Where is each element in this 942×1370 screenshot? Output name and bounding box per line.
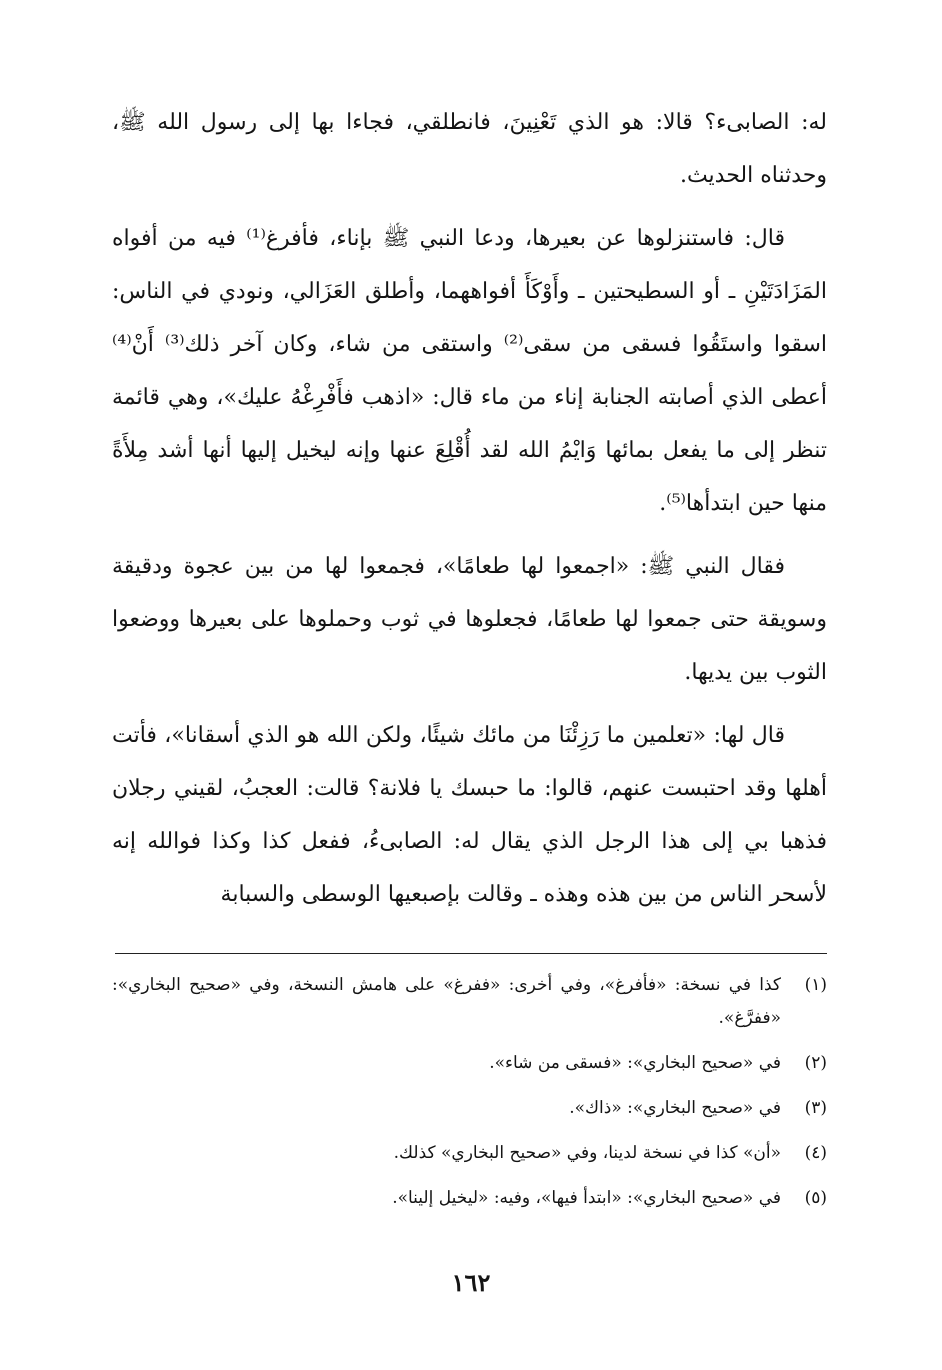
footnote-number: (٣) [804, 1098, 827, 1118]
footnote-3 [112, 1092, 827, 1125]
footnote-number: (١) [804, 975, 827, 995]
paragraph-3: فقال النبي ﷺ: «اجمعوا لها طعامًا»، فجمعوا لها من بين عجوة ودقيقة وسويقة حتى جمعوا لها طعامًا، فجعلوها في ثوب وحملوها على بعيرها ووضعوا الثوب بين يديها. [112, 554, 827, 685]
footnote-separator [115, 953, 827, 954]
footnote-text: في «صحيح البخاري»: «فسقى من شاء». [489, 1053, 781, 1073]
footnote-number: (٥) [804, 1188, 827, 1208]
paragraph-1: له: الصابىء؟ قالا: هو الذي تَعْنِينَ، فانطلقي، فجاءا بها إلى رسول الله ﷺ، وحدثناه الحديث. [112, 110, 827, 188]
footnote-number: (٤) [804, 1143, 827, 1163]
footnote-4 [112, 1137, 827, 1170]
footnote-5 [112, 1182, 827, 1215]
footnote-text: في «صحيح البخاري»: «ابتدأ فيها»، وفيه: «ليخيل إلينا». [392, 1188, 781, 1208]
footnote-text: «أن» كذا في نسخة لدينا، وفي «صحيح البخاري» كذلك. [393, 1143, 781, 1163]
footnote-1 [112, 969, 827, 1035]
footnote-number: (٢) [804, 1053, 827, 1073]
footnote-text: كذا في نسخة: «فأفرغ»، وفي أخرى: «ففرغ» على هامش النسخة، وفي «صحيح البخاري»: «ففرَّغ». [112, 975, 781, 1028]
footnote-2 [112, 1047, 827, 1080]
paragraph-4: قال لها: «تعلمين ما رَزِئْنَا من مائك شيئًا، ولكن الله هو الذي أسقانا»، فأتت أهلها وقد احتبست عنهم، قالوا: ما حبسك يا فلانة؟ قالت: العجبُ، لقيني رجلان فذهبا بي إلى هذا الرجل الذي يقال له: الصابىءُ، ففعل كذا وكذا فوالله إنه لأسحر الناس من بين هذه وهذه ـ وقالت بإصبعيها الوسطى والسبابة [112, 723, 827, 907]
footnotes [112, 969, 827, 1227]
main-text [112, 96, 827, 931]
page-number: ١٦٢ [451, 1268, 491, 1297]
paragraph-2: قال: فاستنزلوها عن بعيرها، ودعا النبي ﷺ بإناء، فأفرغ⁽¹⁾ فيه من أفواه المَزَادَتَيْنِ ـ أو السطيحتين ـ وأَوْكَأَ أفواههما، وأطلق العَزَالي، ونودي في الناس: اسقوا واستَقُوا فسقى من سقى⁽²⁾ واستقى من شاء، وكان آخر ذلك⁽³⁾ أَنْ⁽⁴⁾ أعطى الذي أصابته الجنابة إناء من ماء قال: «اذهب فأَفْرِغْهُ عليك»، وهي قائمة تنظر إلى ما يفعل بمائها وَايْمُ الله لقد أُقْلِعَ عنها وإنه ليخيل إليها أنها أشد مِلأَةً منها حين ابتدأها⁽⁵⁾. [112, 226, 827, 516]
footnote-text: في «صحيح البخاري»: «ذاك». [569, 1098, 781, 1118]
